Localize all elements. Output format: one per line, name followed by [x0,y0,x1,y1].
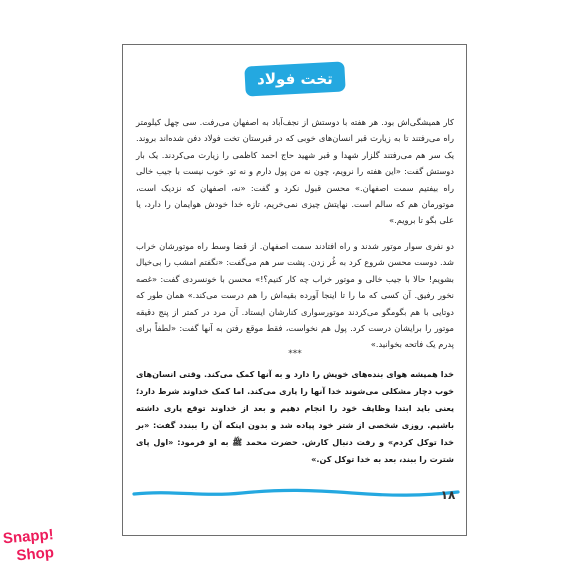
page-number: ۱۸ [440,488,456,502]
paragraph-1: کار همیشگی‌اش بود. هر هفته با دوستش از نجف‌آباد به اصفهان می‌رفت. سی چهل کیلومتر راه می‌رفتند تا به زیارت قبر انسان‌های خوبی که در قبرستان تخت فولاد دفن شده‌اند بروند. یک سر هم می‌رفتند گلزار شهدا و قبر شهید حاج احمد کاظمی را زیارت می‌کردند. یک بار دوستش گفت: «این هفته را نرویم، چون نه من پول دارم و نه تو. خوب نیست با جیب خالی راه بیفتیم سمت اصفهان.» محسن قبول نکرد و گفت: «نه، اصفهان که نزدیک است، موتورمان هم که سالم است. نهایتش چیزی نمی‌خریم، تازه خدا خودش هوایمان را دارد، یا علی بگو تا برویم.» [136,117,454,226]
decorative-wave-line [132,486,462,500]
paragraph-2: دو نفری سوار موتور شدند و راه افتادند سمت اصفهان. از قضا وسط راه موتورشان خراب شد. دوست محسن شروع کرد به غُر زدن. پشت سر هم می‌گفت: «نگفتم امشب را بی‌خیال بشویم! حالا با جیب خالی و موتور خراب چه کار کنیم؟!» محسن با خونسردی گفت: «غصه نخور رفیق. آن کسی که ما را تا اینجا آورده بقیه‌اش را هم درست می‌کند.» همان طور که دوتایی با هم بگومگو می‌کردند موتورسواری کنارشان ایستاد. آن مرد در کمتر از پنج دقیقه موتور را برایشان درست کرد. پول هم نخواست، فقط موقع رفتن به آنها گفت: «لطفاً برای پدرم یک فاتحه بخوانید.» [136,241,454,350]
logo-line-2: Shop [15,544,55,565]
page-title: تخت فولاد [257,70,333,88]
snapp-shop-logo [2,524,84,575]
section-separator: *** [288,349,302,359]
logo-line-1: Snapp! [2,526,55,548]
paragraph-3: خدا همیشه هوای بنده‌های خویش را دارد و به آنها کمک می‌کند. وقتی انسان‌های خوب دچار مشکلی می‌شوند خدا آنها را یاری می‌کند. اما کمک خداوند شرط دارد؛ یعنی باید ابتدا وظایف خود را انجام دهیم و بعد از خداوند توقع یاری داشته باشیم. روزی شخصی از شتر خود پیاده شد و بدون اینکه آن را ببندد گفت: «بر خدا توکل کردم» و رفت دنبال کارش. حضرت محمد ﷺ به او فرمود: «اول پای شترت را ببند، بعد به خدا توکل کن.» [136,369,454,464]
